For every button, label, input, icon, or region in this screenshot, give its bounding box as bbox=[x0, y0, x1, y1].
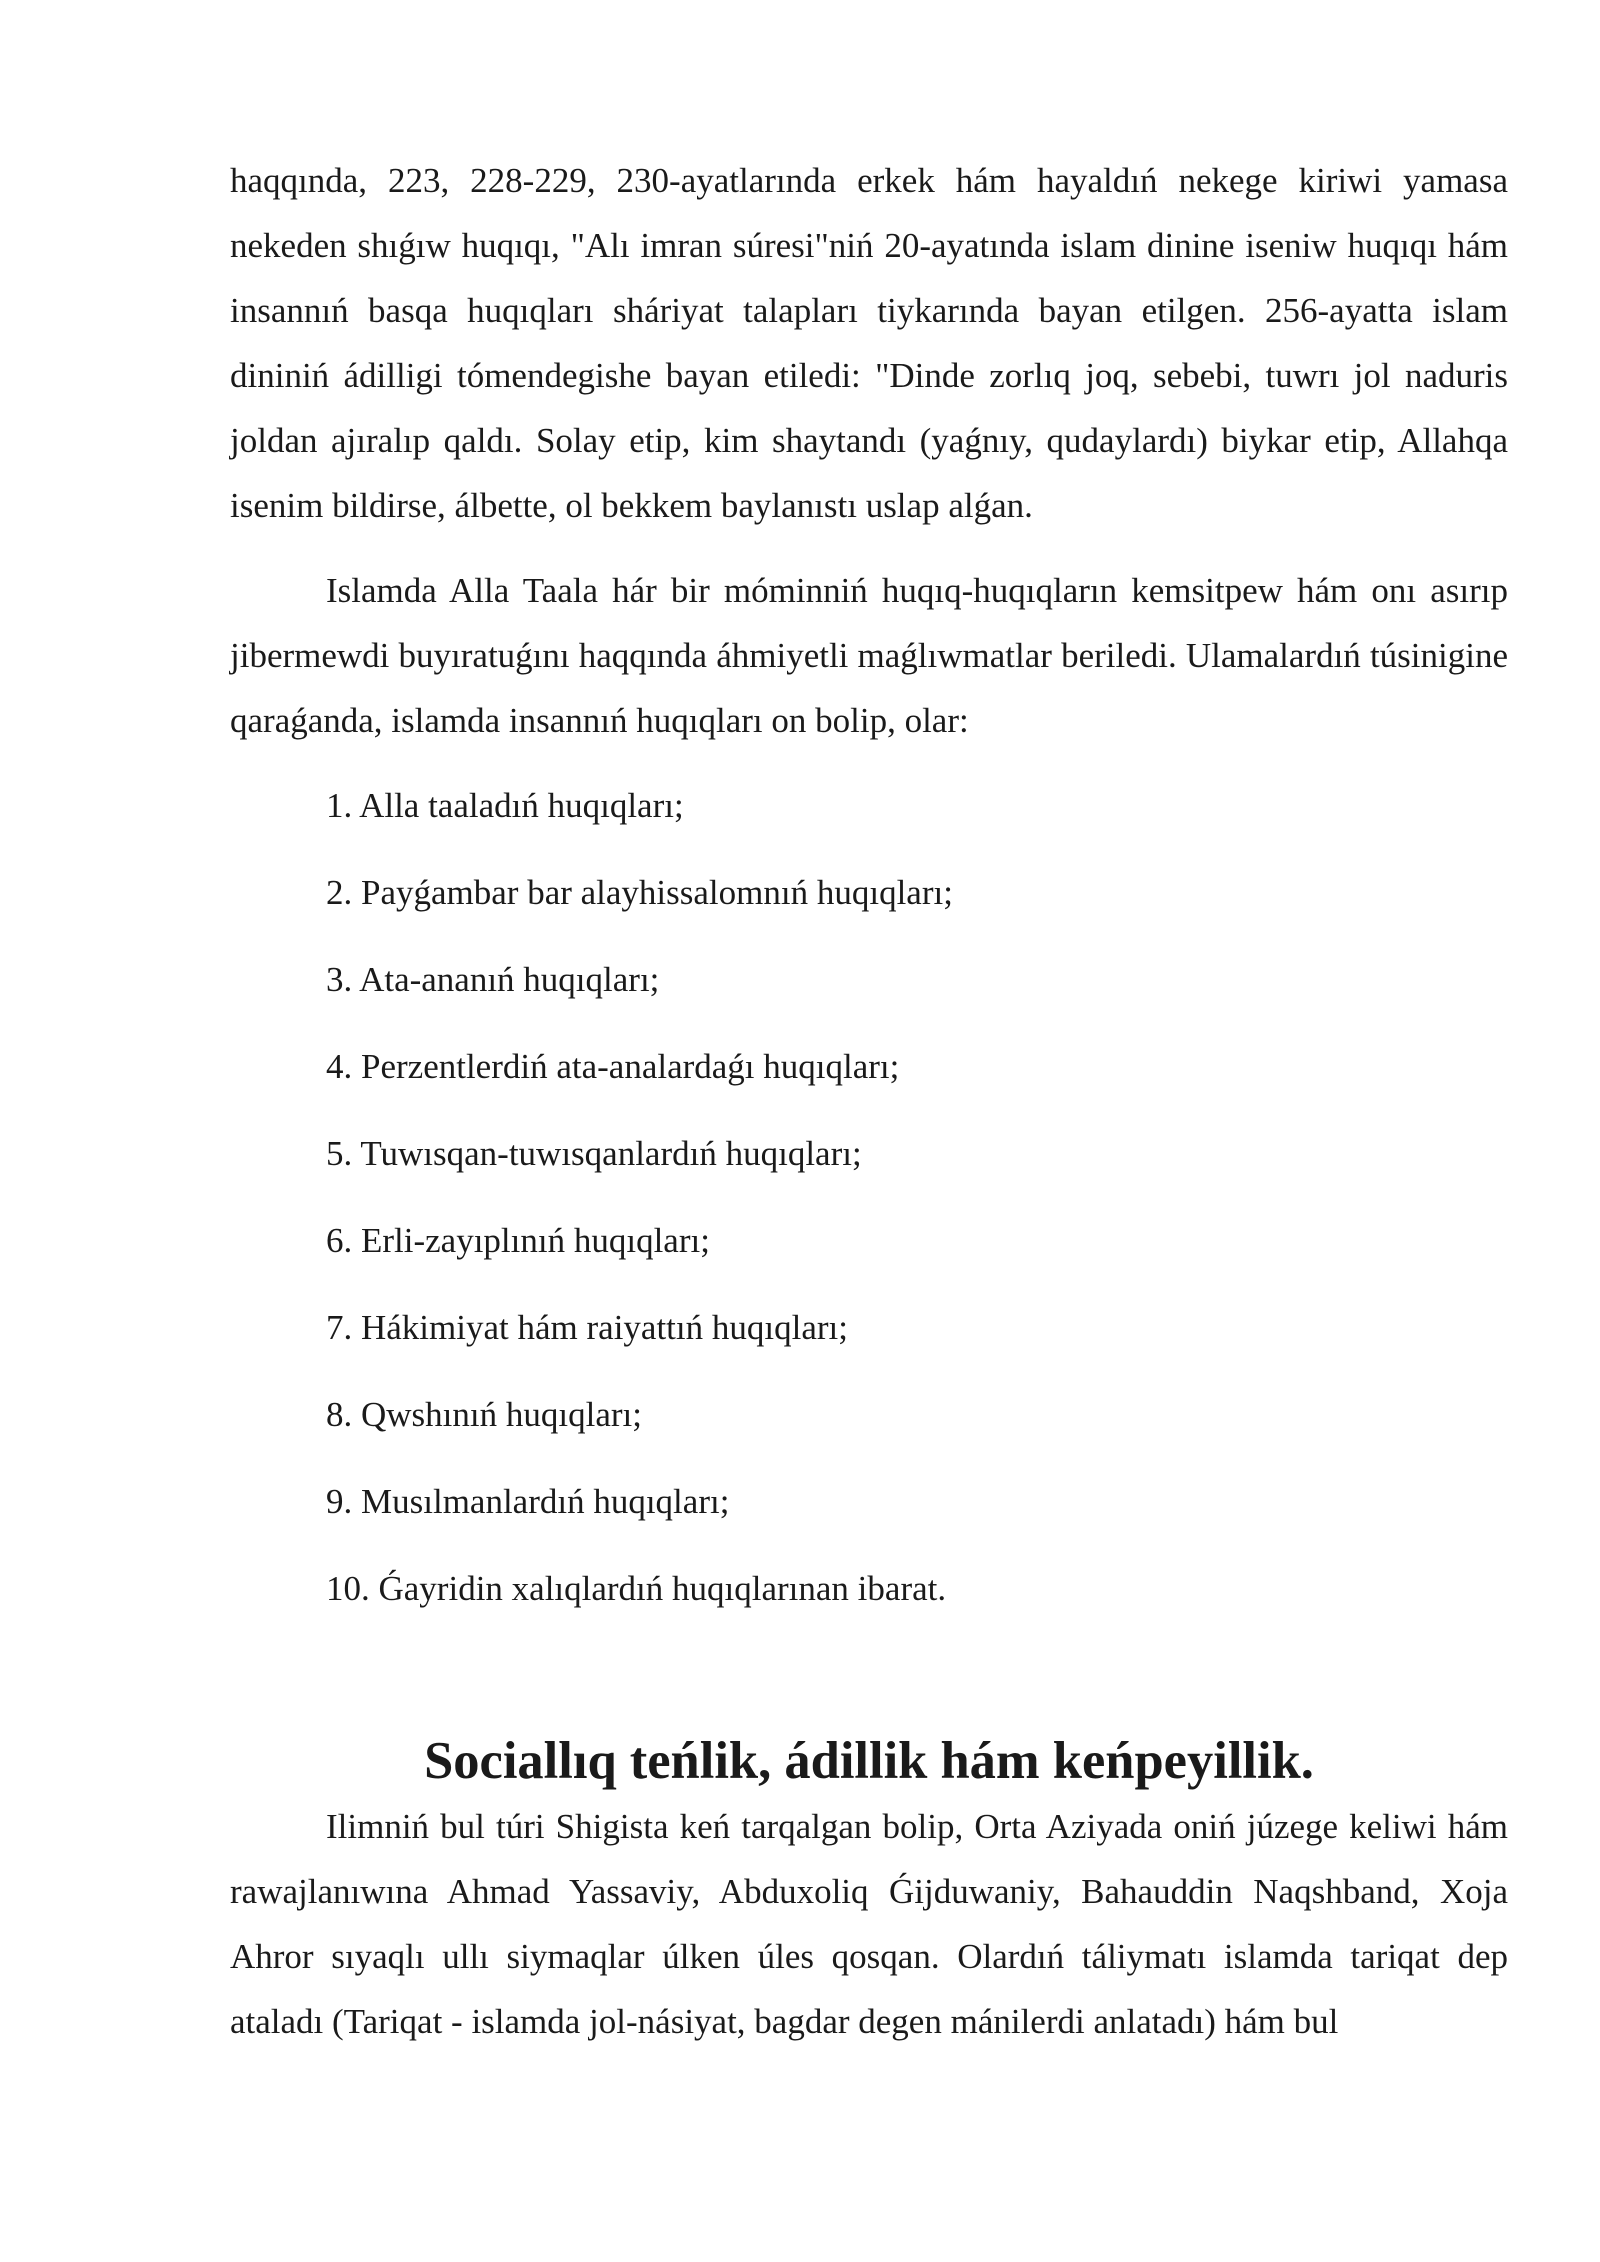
list-item: 9. Musılmanlardıń huqıqları; bbox=[326, 1482, 730, 1521]
list-item: 6. Erli-zayıplınıń huqıqları; bbox=[326, 1221, 710, 1260]
list-item: 2. Payǵambar bar alayhissalomnıń huqıqları; bbox=[326, 873, 953, 912]
list-item: 3. Ata-ananıń huqıqları; bbox=[326, 960, 660, 999]
list-item: 5. Tuwısqan-tuwısqanlardıń huqıqları; bbox=[326, 1134, 862, 1173]
rights-list bbox=[230, 773, 1508, 1621]
section-heading: Sociallıq teńlik, ádillik hám keńpeyillik. bbox=[424, 1732, 1314, 1790]
paragraph-tariqat: Ilimniń bul túri Shigista keń tarqalgan bolip, Orta Aziyada oniń júzege keliwi hám rawajlanıwına Ahmad Yassaviy, Abduxoliq Ǵijduwaniy, Bahauddin Naqshband, Xoja Ahror sıyaqlı ullı siymaqlar úlken úles qosqan. Olardıń táliymatı islamda tariqat dep ataladı (Tariqat - islamda jol-násiyat, bagdar degen mánilerdi anlatadı) hám bul bbox=[230, 1807, 1508, 2041]
paragraph-rights-intro: Islamda Alla Taala hár bir móminniń huqıq-huqıqların kemsitpew hám onı asırıp jibermewdi buyıratuǵını haqqında áhmiyetli maǵlıwmatlar beriledi. Ulamalardıń túsinigine qaraǵanda, islamda insannıń huqıqları on bolip, olar: bbox=[230, 571, 1508, 740]
list-item: 10. Ǵayridin xalıqlardıń huqıqlarınan ibarat. bbox=[326, 1569, 947, 1608]
paragraph-continued: haqqında, 223, 228-229, 230-ayatlarında erkek hám hayaldıń nekege kiriwi yamasa nekeden shıǵıw huqıqı, "Alı imran súresi"niń 20-ayatında islam dinine iseniw huqıqı hám insannıń basqa huqıqları sháriyat talapları tiykarında bayan etilgen. 256-ayatta islam dininiń ádilligi tómendegishe bayan etiledi: "Dinde zorlıq joq, sebebi, tuwrı jol naduris joldan ajıralıp qaldı. Solay etip, kim shaytandı (yaǵnıy, qudaylardı) biykar etip, Allahqa isenim bildirse, álbette, ol bekkem baylanıstı uslap alǵan. bbox=[230, 161, 1508, 525]
list-item: 8. Qwshınıń huqıqları; bbox=[326, 1395, 642, 1434]
list-item: 7. Hákimiyat hám raiyattıń huqıqları; bbox=[326, 1308, 848, 1347]
list-item: 4. Perzentlerdiń ata-analardaǵı huqıqları; bbox=[326, 1047, 900, 1086]
list-item: 1. Alla taaladıń huqıqları; bbox=[326, 786, 684, 825]
document-page bbox=[230, 148, 1508, 2054]
